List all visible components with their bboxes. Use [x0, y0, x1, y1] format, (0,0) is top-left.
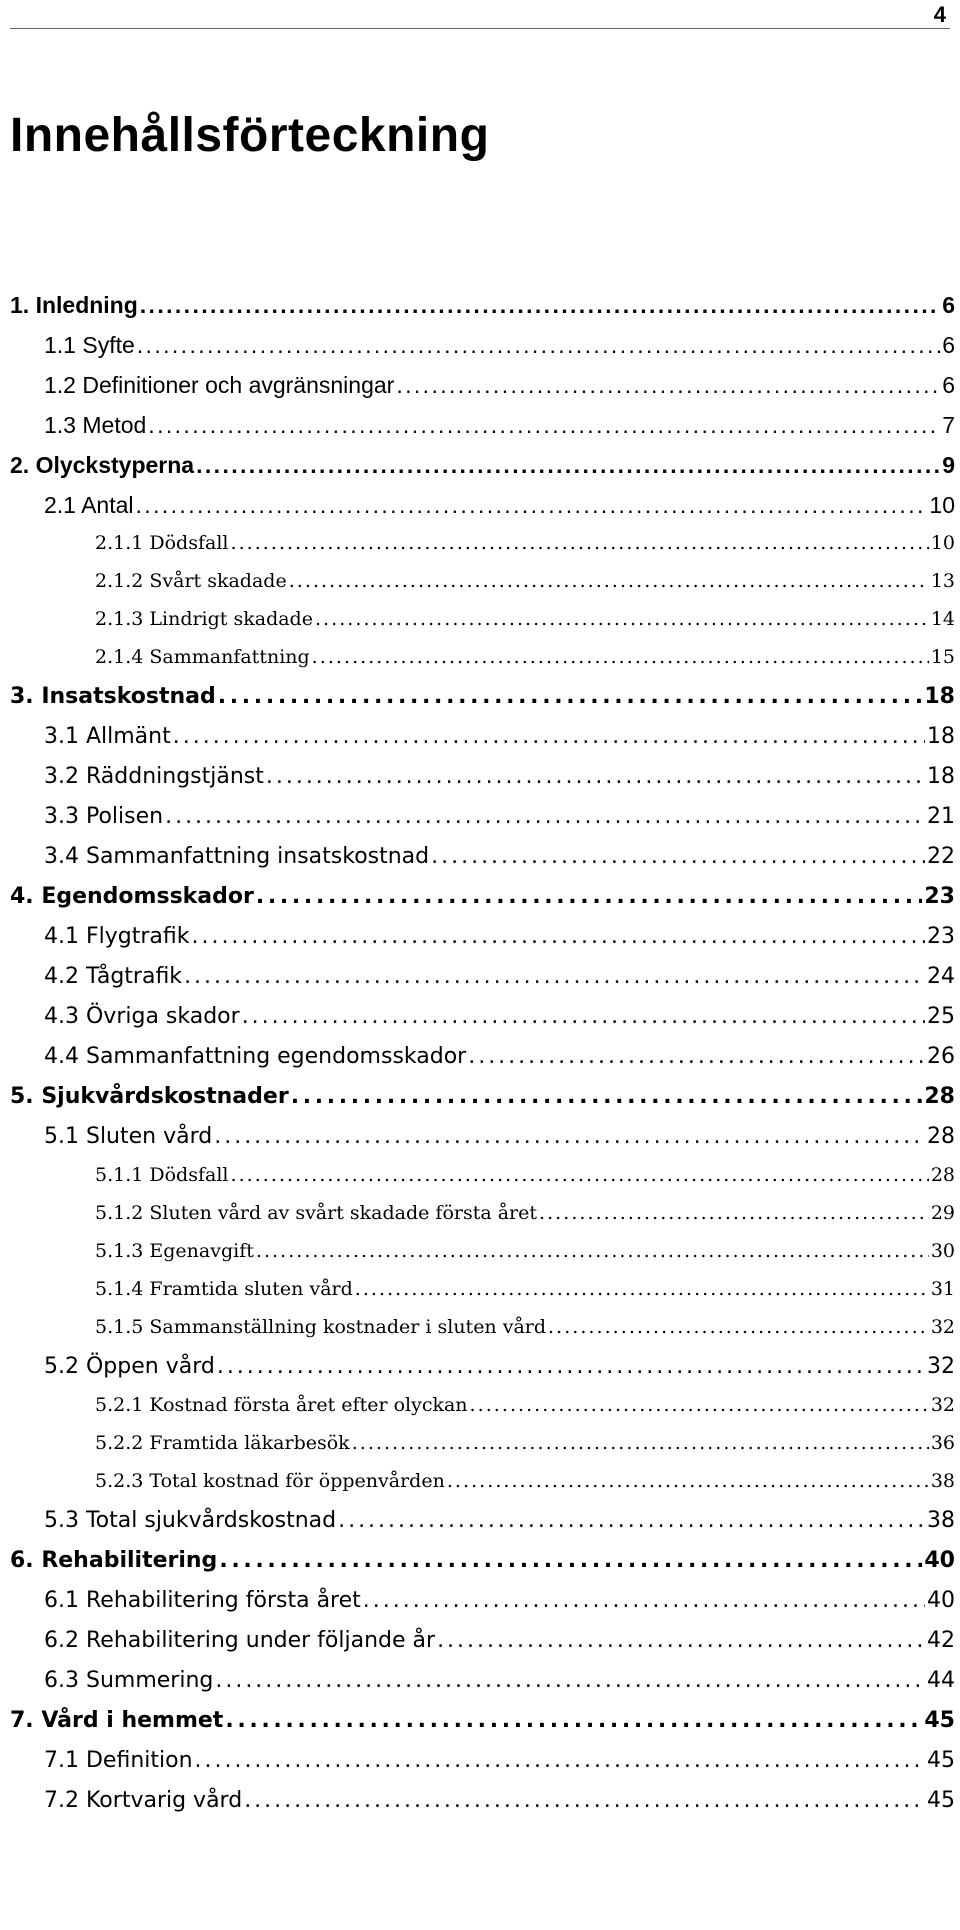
dot-leader	[437, 1628, 925, 1653]
toc-entry[interactable]	[10, 646, 955, 684]
toc-entry-label: 1.3 Metod	[44, 412, 147, 438]
toc-entry[interactable]	[10, 1164, 955, 1202]
toc-entry-page-number: 14	[930, 608, 955, 630]
toc-entry-page-number: 32	[930, 1316, 955, 1338]
dot-leader	[165, 804, 925, 829]
toc-entry-page-number: 25	[927, 1004, 955, 1029]
toc-entry[interactable]	[10, 1202, 955, 1240]
toc-entry-label: 5.2.1 Kostnad första året efter olyckan	[95, 1394, 468, 1416]
dot-leader	[256, 1240, 929, 1262]
dot-leader	[468, 1044, 925, 1069]
toc-entry[interactable]	[10, 1316, 955, 1354]
toc-entry-label: 6. Rehabilitering	[10, 1548, 218, 1573]
toc-entry-label: 3.1 Allmänt	[44, 724, 171, 749]
dot-leader	[148, 412, 940, 439]
toc-entry-label: 3. Insatskostnad	[10, 684, 216, 709]
dot-leader	[230, 1164, 928, 1186]
toc-entry[interactable]	[10, 724, 955, 764]
toc-entry-page-number: 15	[930, 646, 955, 668]
dot-leader	[363, 1588, 925, 1613]
dot-leader	[289, 570, 929, 592]
dot-leader	[230, 532, 928, 554]
toc-entry-label: 5.1.5 Sammanställning kostnader i sluten vård	[95, 1316, 547, 1338]
toc-entry-page-number: 45	[927, 1748, 955, 1773]
toc-entry[interactable]	[10, 570, 955, 608]
toc-entry-label: 6.3 Summering	[44, 1668, 214, 1693]
toc-entry[interactable]	[10, 684, 955, 724]
dot-leader	[548, 1316, 929, 1338]
toc-entry[interactable]	[10, 884, 955, 924]
toc-entry-page-number: 18	[927, 724, 955, 749]
toc-entry-label: 3.3 Polisen	[44, 804, 164, 829]
toc-entry[interactable]	[10, 608, 955, 646]
toc-entry-label: 7.1 Definition	[44, 1748, 193, 1773]
toc-entry-page-number: 10	[930, 532, 955, 554]
dot-leader	[140, 292, 940, 319]
dot-leader	[256, 884, 923, 909]
toc-entry[interactable]	[10, 1788, 955, 1828]
toc-entry-page-number: 18	[924, 684, 955, 709]
toc-entry-page-number: 28	[927, 1124, 955, 1149]
dot-leader	[396, 372, 940, 399]
toc-entry-page-number: 9	[942, 452, 955, 478]
toc-entry-label: 5.1 Sluten vård	[44, 1124, 213, 1149]
toc-entry-page-number: 7	[942, 412, 955, 438]
toc-entry[interactable]	[10, 1278, 955, 1316]
toc-entry[interactable]	[10, 964, 955, 1004]
toc-entry[interactable]	[10, 412, 955, 452]
toc-entry-label: 6.2 Rehabilitering under följande år	[44, 1628, 436, 1653]
toc-entry[interactable]	[10, 1394, 955, 1432]
toc-entry-label: 7. Vård i hemmet	[10, 1708, 224, 1733]
toc-entry-page-number: 40	[927, 1588, 955, 1613]
toc-entry-page-number: 29	[930, 1202, 955, 1224]
dot-leader	[539, 1202, 929, 1224]
toc-entry[interactable]	[10, 332, 955, 372]
toc-entry[interactable]	[10, 1548, 955, 1588]
dot-leader	[431, 844, 925, 869]
toc-entry-page-number: 40	[924, 1548, 955, 1573]
dot-leader	[214, 1124, 925, 1149]
toc-entry[interactable]	[10, 292, 955, 332]
toc-entry[interactable]	[10, 1240, 955, 1278]
toc-entry-label: 5.1.2 Sluten vård av svårt skadade första året	[95, 1202, 538, 1224]
toc-entry-page-number: 28	[930, 1164, 955, 1186]
page-number: 4	[933, 2, 946, 27]
toc-entry-page-number: 18	[927, 764, 955, 789]
toc-entry-page-number: 42	[927, 1628, 955, 1653]
dot-leader	[225, 1708, 922, 1733]
toc-entry[interactable]	[10, 1044, 955, 1084]
toc-entry-label: 5.1.1 Dödsfall	[95, 1164, 229, 1186]
toc-entry[interactable]	[10, 1432, 955, 1470]
toc-entry[interactable]	[10, 1004, 955, 1044]
dot-leader	[173, 724, 925, 749]
dot-leader	[447, 1470, 929, 1492]
toc-entry-label: 5.2.2 Framtida läkarbesök	[95, 1432, 350, 1454]
toc-entry-label: 4. Egendomsskador	[10, 884, 254, 909]
dot-leader	[338, 1508, 925, 1533]
toc-list	[10, 292, 955, 1828]
toc-entry-label: 5.2.3 Total kostnad för öppenvården	[95, 1470, 445, 1492]
toc-entry-label: 6.1 Rehabilitering första året	[44, 1588, 361, 1613]
toc-entry-label: 3.2 Räddningstjänst	[44, 764, 264, 789]
toc-entry[interactable]	[10, 924, 955, 964]
dot-leader	[136, 492, 928, 519]
toc-entry-page-number: 6	[942, 332, 955, 358]
dot-leader	[218, 684, 923, 709]
dot-leader	[195, 1748, 925, 1773]
toc-entry[interactable]	[10, 1470, 955, 1508]
dot-leader	[266, 764, 925, 789]
toc-entry-page-number: 6	[942, 372, 955, 398]
toc-entry-page-number: 38	[927, 1508, 955, 1533]
toc-entry-page-number: 22	[927, 844, 955, 869]
toc-entry-page-number: 23	[927, 924, 955, 949]
dot-leader	[355, 1278, 929, 1300]
toc-entry[interactable]	[10, 1748, 955, 1788]
toc-entry-label: 4.1 Flygtrafik	[44, 924, 190, 949]
dot-leader	[137, 332, 940, 359]
header-rule	[10, 28, 950, 29]
toc-entry[interactable]	[10, 452, 955, 492]
dot-leader	[244, 1788, 925, 1813]
toc-entry[interactable]	[10, 804, 955, 844]
toc-entry-page-number: 32	[927, 1354, 955, 1379]
dot-leader	[191, 924, 925, 949]
dot-leader	[291, 1084, 923, 1109]
toc-entry-label: 2.1.4 Sammanfattning	[95, 646, 310, 668]
toc-entry[interactable]	[10, 492, 955, 532]
dot-leader	[219, 1548, 922, 1573]
toc-entry-page-number: 26	[927, 1044, 955, 1069]
dot-leader	[242, 1004, 925, 1029]
dot-leader	[217, 1354, 925, 1379]
dot-leader	[352, 1432, 929, 1454]
toc-entry-page-number: 31	[930, 1278, 955, 1300]
toc-entry-page-number: 6	[942, 292, 955, 318]
toc-entry[interactable]	[10, 532, 955, 570]
toc-entry[interactable]	[10, 1668, 955, 1708]
toc-entry-label: 5.1.4 Framtida sluten vård	[95, 1278, 353, 1300]
toc-title: Innehållsförteckning	[10, 109, 490, 162]
toc-entry-page-number: 32	[930, 1394, 955, 1416]
toc-entry-page-number: 30	[930, 1240, 955, 1262]
toc-entry-page-number: 45	[924, 1708, 955, 1733]
toc-entry[interactable]	[10, 844, 955, 884]
toc-entry[interactable]	[10, 1708, 955, 1748]
dot-leader	[470, 1394, 929, 1416]
toc-entry-page-number: 38	[930, 1470, 955, 1492]
dot-leader	[196, 452, 940, 479]
toc-entry-page-number: 44	[927, 1668, 955, 1693]
toc-entry-page-number: 24	[927, 964, 955, 989]
dot-leader	[215, 1668, 925, 1693]
toc-entry-page-number: 21	[927, 804, 955, 829]
toc-entry-label: 5. Sjukvårdskostnader	[10, 1084, 289, 1109]
toc-entry-label: 3.4 Sammanfattning insatskostnad	[44, 844, 430, 869]
toc-entry[interactable]	[10, 372, 955, 412]
dot-leader	[312, 646, 929, 668]
toc-entry-label: 2.1.2 Svårt skadade	[95, 570, 287, 592]
toc-entry-label: 4.2 Tågtrafik	[44, 964, 183, 989]
toc-entry-label: 4.3 Övriga skador	[44, 1004, 240, 1029]
toc-entry[interactable]	[10, 1354, 955, 1394]
toc-entry[interactable]	[10, 1588, 955, 1628]
toc-entry-label: 1.2 Definitioner och avgränsningar	[44, 372, 395, 398]
toc-entry-label: 2.1.3 Lindrigt skadade	[95, 608, 313, 630]
toc-entry-label: 5.3 Total sjukvårdskostnad	[44, 1508, 337, 1533]
toc-entry[interactable]	[10, 1508, 955, 1548]
toc-entry-label: 5.1.3 Egenavgift	[95, 1240, 254, 1262]
toc-entry-label: 2.1 Antal	[44, 492, 134, 518]
toc-entry-page-number: 28	[924, 1084, 955, 1109]
toc-entry-label: 5.2 Öppen vård	[44, 1354, 215, 1379]
toc-entry-page-number: 36	[930, 1432, 955, 1454]
toc-entry[interactable]	[10, 1628, 955, 1668]
toc-entry-page-number: 10	[929, 492, 955, 518]
toc-entry-page-number: 13	[930, 570, 955, 592]
dot-leader	[184, 964, 925, 989]
toc-entry-label: 1.1 Syfte	[44, 332, 135, 358]
toc-entry-label: 7.2 Kortvarig vård	[44, 1788, 243, 1813]
toc-entry-label: 2. Olyckstyperna	[10, 452, 195, 478]
toc-entry-page-number: 23	[924, 884, 955, 909]
toc-entry[interactable]	[10, 1124, 955, 1164]
toc-entry-label: 2.1.1 Dödsfall	[95, 532, 229, 554]
toc-entry[interactable]	[10, 1084, 955, 1124]
dot-leader	[315, 608, 929, 630]
toc-entry[interactable]	[10, 764, 955, 804]
toc-entry-label: 4.4 Sammanfattning egendomsskador	[44, 1044, 467, 1069]
toc-entry-label: 1. Inledning	[10, 292, 138, 318]
toc-entry-page-number: 45	[927, 1788, 955, 1813]
